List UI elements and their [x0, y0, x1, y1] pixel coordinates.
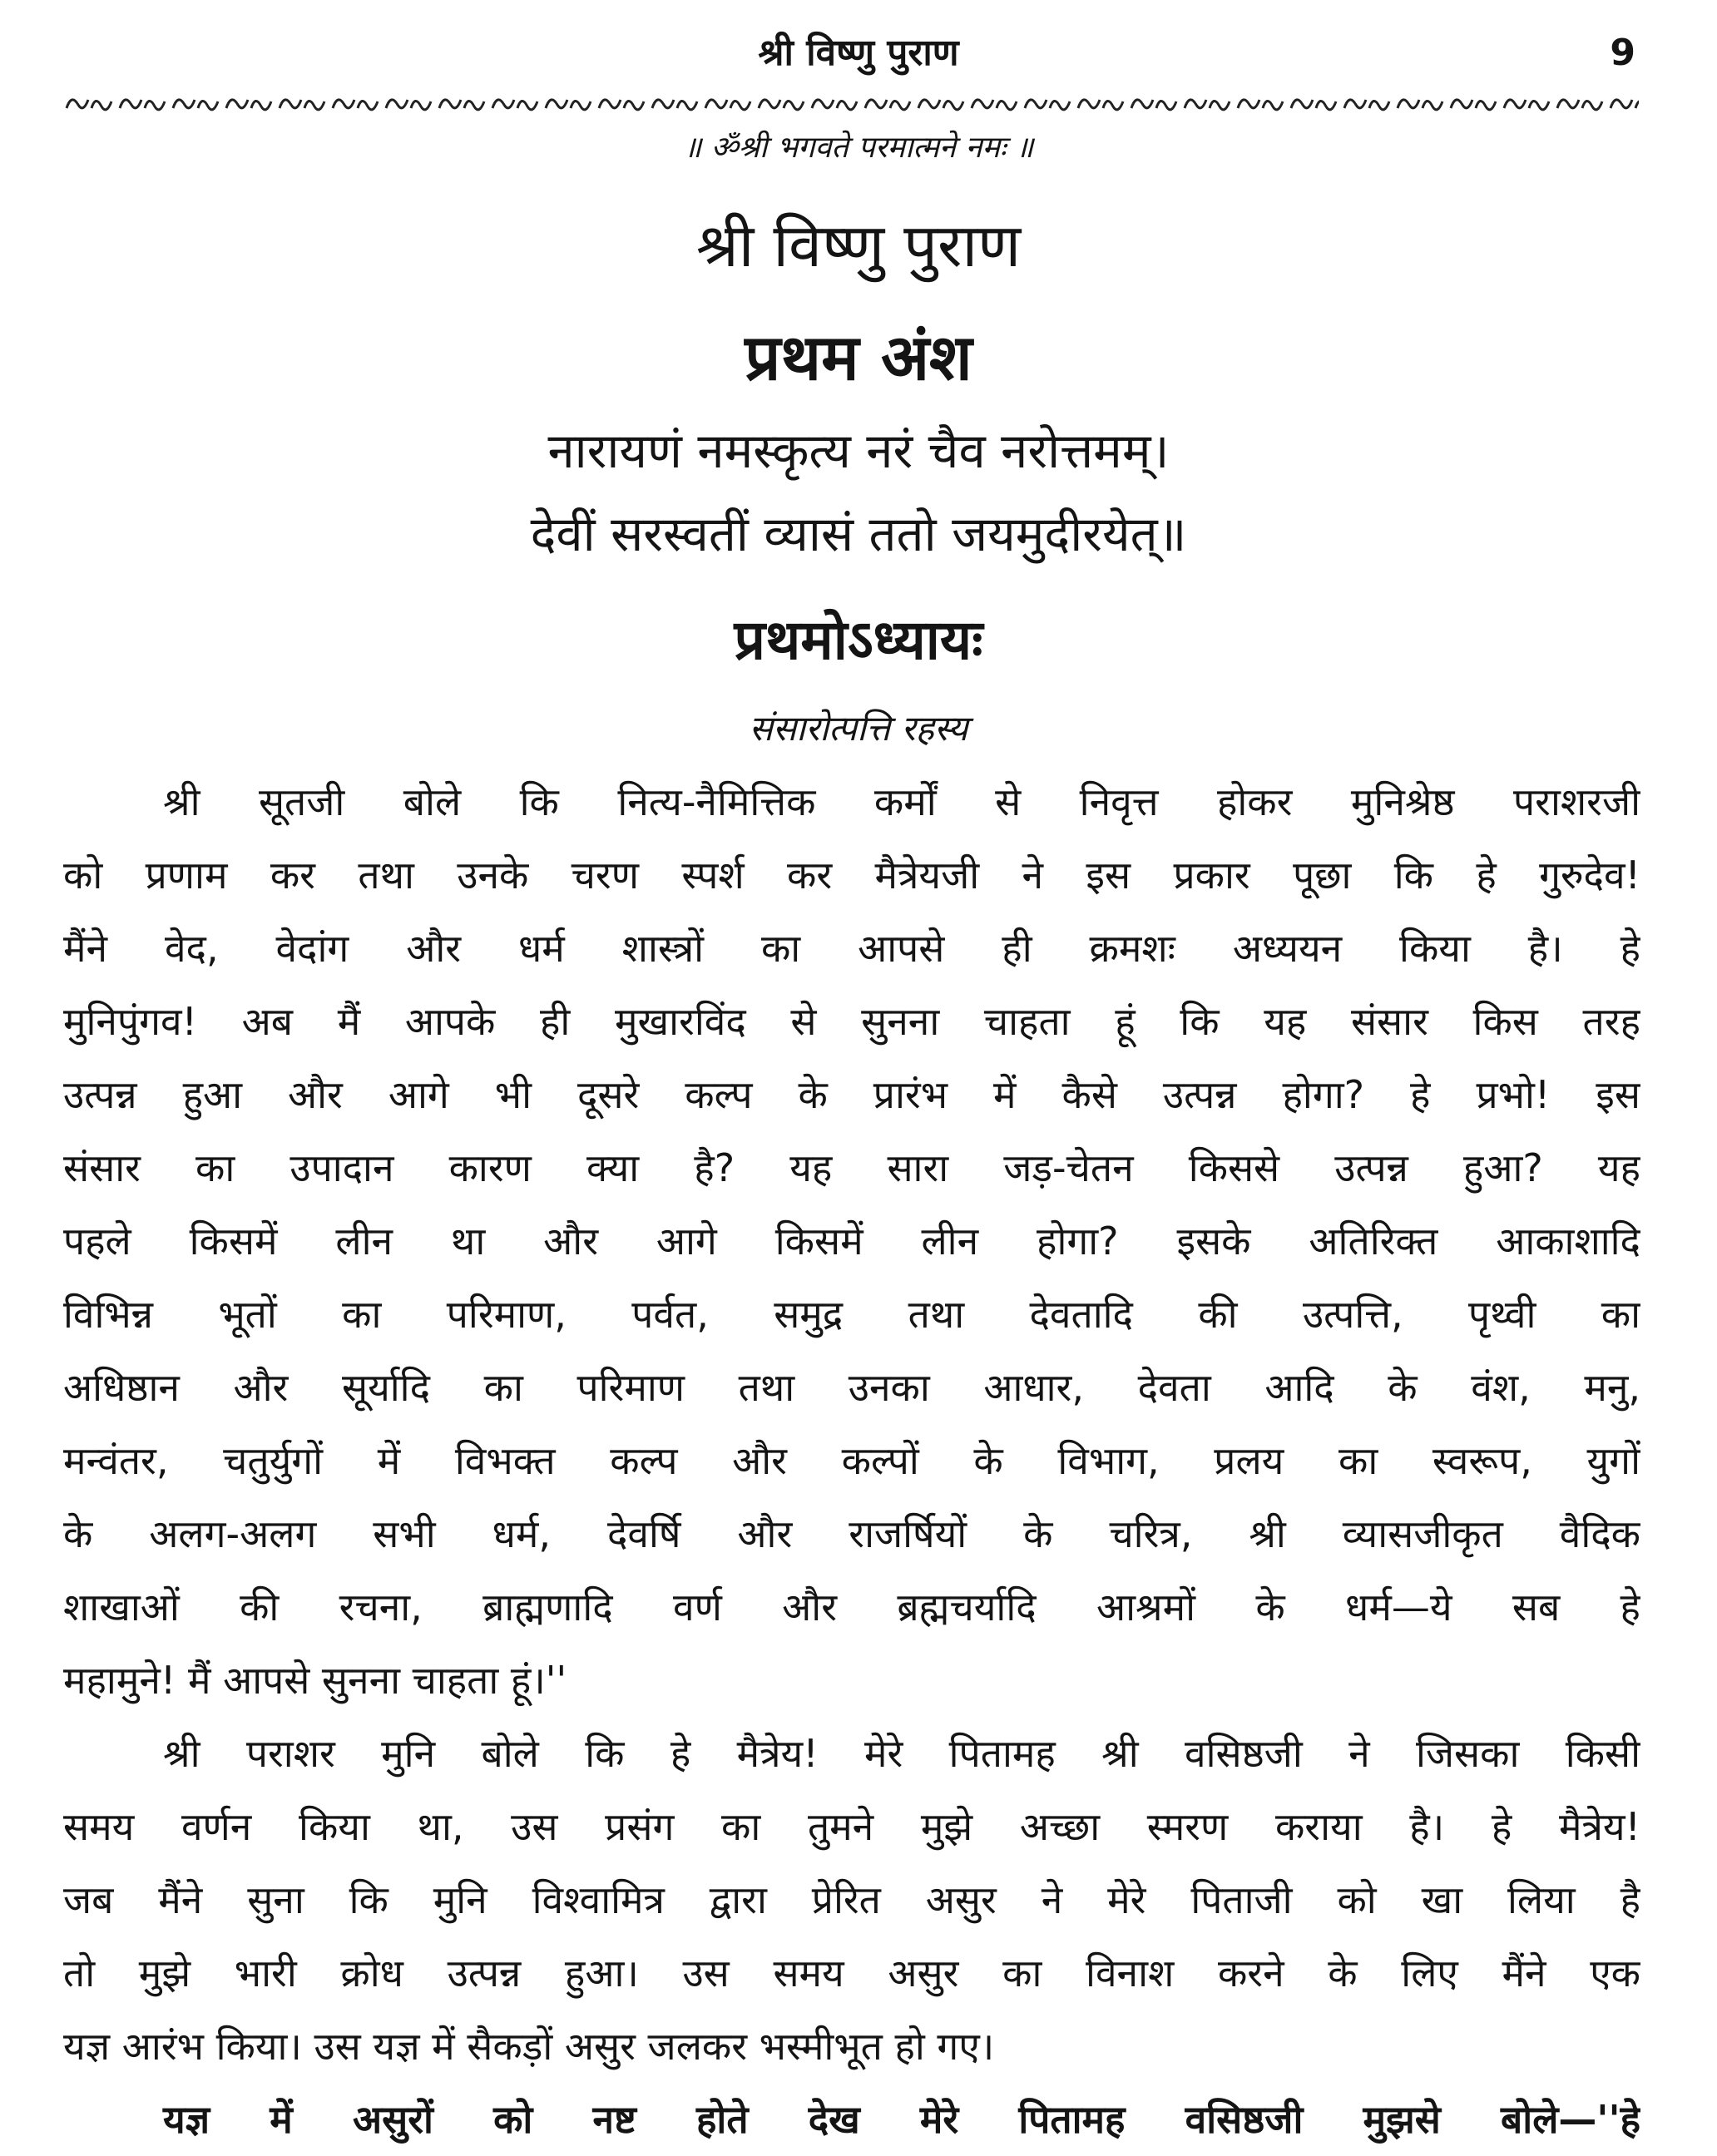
body-line: संसार का उपादान कारण क्या है? यह सारा जड़-चेतन किससे उत्पन्न हुआ? यह	[63, 1145, 1640, 1190]
ornamental-border	[62, 83, 1639, 121]
chapter-title: प्रथमोऽध्यायः	[734, 608, 983, 672]
body-line: अधिष्ठान और सूर्यादि का परिमाण तथा उनका आधार, देवता आदि के वंश, मनु,	[63, 1365, 1640, 1410]
running-title: श्री विष्णु पुराण	[758, 32, 959, 74]
body-line: तो मुझे भारी क्रोध उत्पन्न हुआ। उस समय असुर का विनाश करने के लिए मैंने एक	[63, 1951, 1640, 1995]
body-line: उत्पन्न हुआ और आगे भी दूसरे कल्प के प्रारंभ में कैसे उत्पन्न होगा? हे प्रभो! इस	[63, 1072, 1640, 1117]
body-line: श्री सूतजी बोले कि नित्य-नैमित्तिक कर्मों से निवृत्त होकर मुनिश्रेष्ठ पराशरजी	[163, 779, 1640, 824]
body-line: मुनिपुंगव! अब मैं आपके ही मुखारविंद से सुनना चाहता हूं कि यह संसार किस तरह	[63, 999, 1640, 1044]
part-title: प्रथम अंश	[745, 320, 972, 394]
verse-line-2: देवीं सरस्वतीं व्यासं ततो जयमुदीरयेत्॥	[530, 506, 1187, 562]
body-line: को प्रणाम कर तथा उनके चरण स्पर्श कर मैत्रेयजी ने इस प्रकार पूछा कि हे गुरुदेव!	[63, 853, 1640, 898]
body-text	[63, 765, 1640, 2156]
body-line: विभिन्न भूतों का परिमाण, पर्वत, समुद्र तथा देवतादि की उत्पत्ति, पृथ्वी का	[63, 1292, 1640, 1337]
book-title: श्री विष्णु पुराण	[695, 210, 1022, 280]
body-line: जब मैंने सुना कि मुनि विश्वामित्र द्वारा प्रेरित असुर ने मेरे पिताजी को खा लिया है	[63, 1877, 1640, 1922]
chapter-subtitle: संसारोत्पत्ति रहस्य	[749, 708, 968, 749]
body-line: के अलग-अलग सभी धर्म, देवर्षि और राजर्षियों के चरित्र, श्री व्यासजीकृत वैदिक	[63, 1511, 1640, 1556]
body-line: समय वर्णन किया था, उस प्रसंग का तुमने मुझे अच्छा स्मरण कराया है। हे मैत्रेय!	[63, 1804, 1640, 1849]
body-line: श्री पराशर मुनि बोले कि हे मैत्रेय! मेरे पितामह श्री वसिष्ठजी ने जिसका किसी	[163, 1731, 1640, 1776]
body-line: यज्ञ आरंभ किया। उस यज्ञ में सैकड़ों असुर जलकर भस्मीभूत हो गए।	[63, 2024, 995, 2069]
body-line: यज्ञ में असुरों को नष्ट होते देख मेरे पितामह वसिष्ठजी मुझसे बोले—''हे	[163, 2097, 1640, 2142]
running-header	[0, 28, 1717, 78]
body-line: मैंने वेद, वेदांग और धर्म शास्त्रों का आपसे ही क्रमशः अध्ययन किया है। हे	[63, 926, 1640, 971]
verse-line-1: नारायणं नमस्कृत्य नरं चैव नरोत्तमम्।	[547, 423, 1170, 479]
body-line: महामुने! मैं आपसे सुनना चाहता हूं।''	[63, 1658, 567, 1703]
invocation: ॥ ॐश्री भगवते परमात्मने नमः ॥	[683, 131, 1034, 165]
body-line: पहले किसमें लीन था और आगे किसमें लीन होगा? इसके अतिरिक्त आकाशादि	[63, 1219, 1640, 1263]
page-number: 9	[1610, 32, 1635, 74]
body-line: मन्वंतर, चतुर्युगों में विभक्त कल्प और कल्पों के विभाग, प्रलय का स्वरूप, युगों	[63, 1438, 1640, 1483]
body-line: शाखाओं की रचना, ब्राह्मणादि वर्ण और ब्रह्मचर्यादि आश्रमों के धर्म—ये सब हे	[63, 1585, 1640, 1629]
